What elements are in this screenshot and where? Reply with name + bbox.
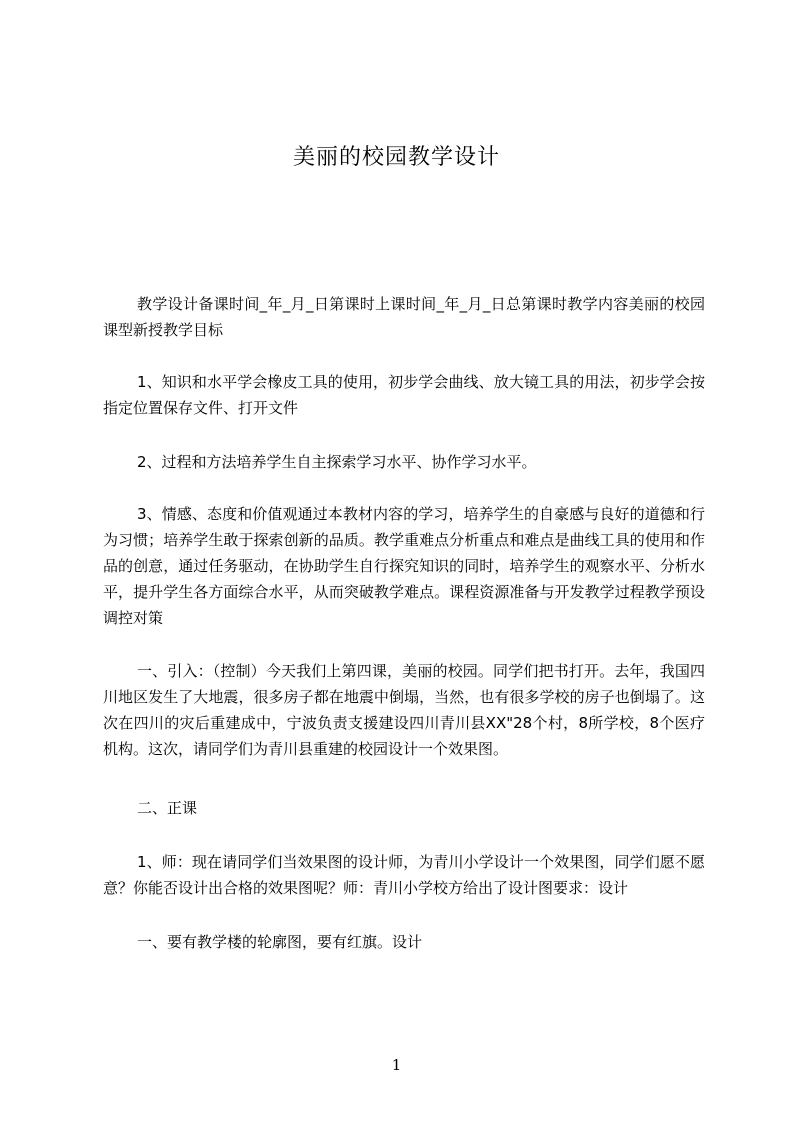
document-title: 美丽的校园教学设计 <box>292 145 500 170</box>
paragraph-objective-emotion: 3、情感、态度和价值观通过本教材内容的学习，培养学生的自豪感与良好的道德和行为习惯；培养学生敢于探索创新的品质。教学重难点分析重点和难点是曲线工具的使用和作品的创意，通过任务驱动，在协助学生自行探究知识的同时，培养学生的观察水平、分析水平，提升学生各方面综合水平，从而突破教学难点。课程资源准备与开发教学过程教学预设调控对策 <box>103 505 705 627</box>
paragraph-introduction: 一、引入：（控制）今天我们上第四课，美丽的校园。同学们把书打开。去年，我国四川地区发生了大地震，很多房子都在地震中倒塌，当然，也有很多学校的房子也倒塌了。这次在四川的灾后重建成中，宁波负责支援建设四川青川县XX"28个村，8所学校，8个医疗机构。这次，请同学们为青川县重建的校园设计一个效果图。 <box>103 662 705 758</box>
paragraph-objective-knowledge: 1、知识和水平学会橡皮工具的使用，初步学会曲线、放大镜工具的用法，初步学会按指定位置保存文件、打开文件 <box>103 373 705 417</box>
section-heading-main-lesson: 二、正课 <box>137 799 198 817</box>
page-number: 1 <box>391 1056 402 1074</box>
paragraph-design-requirement-1: 一、要有教学楼的轮廓图，要有红旗。设计 <box>137 933 423 951</box>
paragraph-main-lesson-1: 1、师：现在请同学们当效果图的设计师，为青川小学设计一个效果图，同学们愿不愿意？你能否设计出合格的效果图呢？师：青川小学校方给出了设计图要求：设计 <box>103 853 705 897</box>
paragraph-objective-process: 2、过程和方法培养学生自主探索学习水平、协作学习水平。 <box>137 453 537 471</box>
paragraph-lesson-info: 教学设计备课时间_年_月_日第课时上课时间_年_月_日总第课时教学内容美丽的校园课型新授教学目标 <box>103 295 705 339</box>
